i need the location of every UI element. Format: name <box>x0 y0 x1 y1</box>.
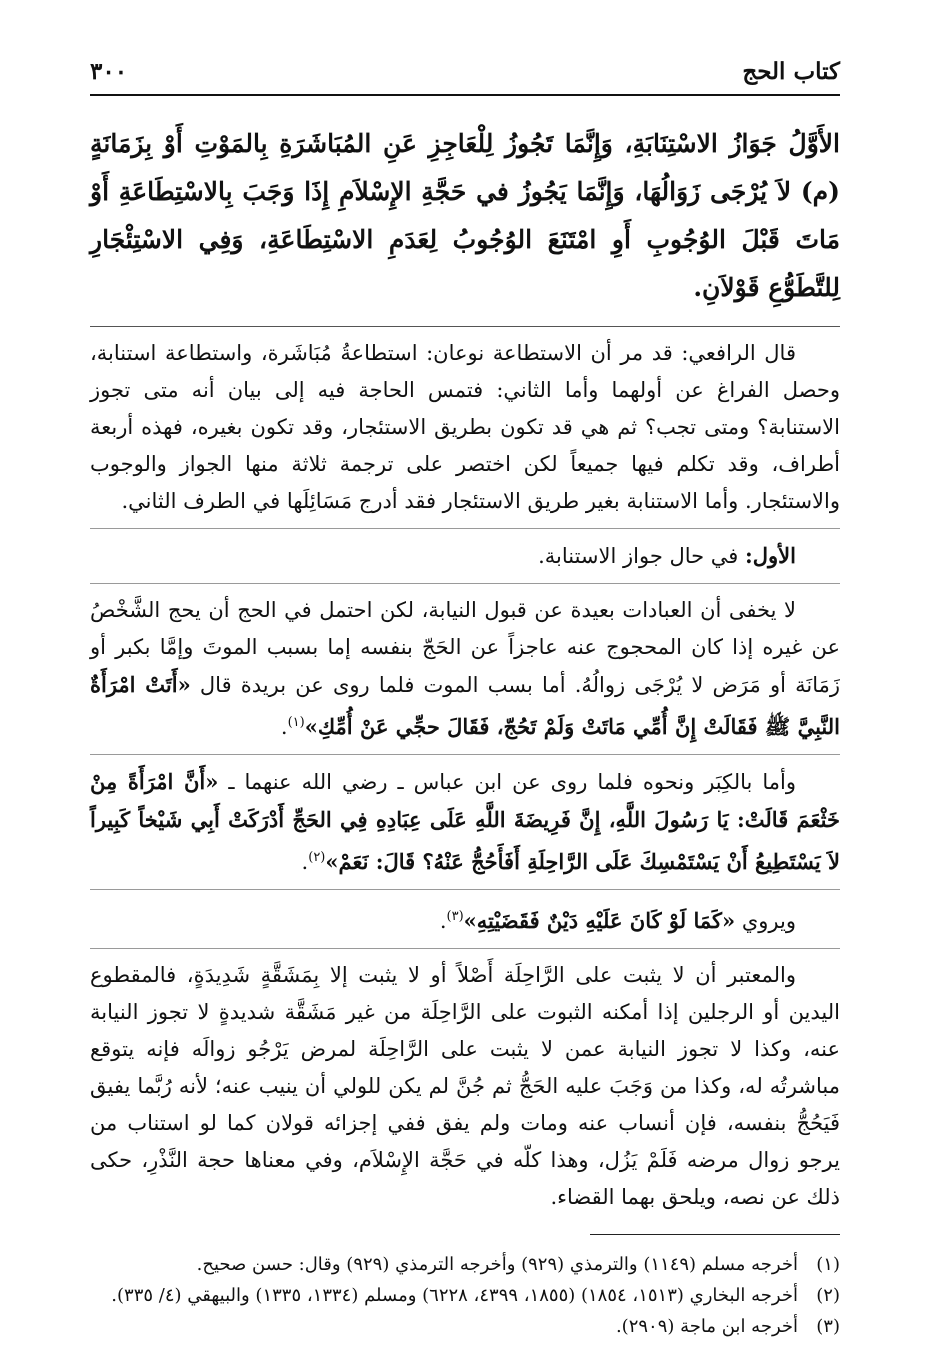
commentary-paragraph-4: وأما بالكِبَر ونحوه فلما روى عن ابن عباس ـ رضي الله عنهما ـ «أَنَّ امْرَأَةً مِنْ خَثْعَمَ قَالَتْ: يَا رَسُولَ اللَّهِ، إِنَّ فَرِيضَةَ اللَّهِ عَلَى عِبَادِهِ فِي الحَجِّ أَدْرَكَتْ أَبِي شَيْخاً كَبِيراً لاَ يَسْتَطِيعُ أَنْ يَسْتَمْسِكَ عَلَى الرَّاحِلَةِ أَفَأَحُجُّ عَنْهُ؟ قَالَ: نَعَمْ»$^{(٢)}$. <box>90 755 840 890</box>
hadith-quote-1: «أَتَتْ امْرَأَةٌ النَّبِيَّ ﷺ فَقَالَتْ إِنَّ أُمِّي مَاتَتْ وَلَمْ تَحُجّ، فَقَالَ حجِّي عَنْ أُمِّكِ» <box>90 672 840 739</box>
footnote-text: أخرجه مسلم (١١٤٩) والترمذي (٩٢٩) وأخرجه الترمذي (٩٢٩) وقال: حسن صحيح. <box>196 1254 798 1275</box>
hadith-quote-3: «كَمَا لَوْ كَانَ عَلَيْهِ دَيْنٌ فَقَضَيْتِهِ» <box>463 908 736 933</box>
hadith-quote-2: «أَنَّ امْرَأَةً مِنْ خَثْعَمَ قَالَتْ: يَا رَسُولَ اللَّهِ، إِنَّ فَرِيضَةَ اللَّهِ عَلَى عِبَادِهِ فِي الحَجِّ أَدْرَكَتْ أَبِي شَيْخاً كَبِيراً لاَ يَسْتَطِيعُ أَنْ يَسْتَمْسِكَ عَلَى الرَّاحِلَةِ أَفَأَحُجُّ عَنْهُ؟ قَالَ: نَعَمْ» <box>90 769 840 874</box>
main-text-matn: الأَوَّلُ جَوَازُ الاسْتِنَابَةِ، وَإِنَّمَا تَجُوزُ لِلْعَاجِزِ عَنِ المُبَاشَرَةِ بِالمَوْتِ أَوْ بِزَمَانَةٍ (م) لاَ يُرْجَى زَوَالُهَا، وَإِنَّمَا يَجُوزُ في حَجَّةِ الإِسْلاَمِ إِذَا وَجَبَ بِالاسْتِطَاعَةِ أَوْ مَاتَ قَبْلَ الوُجُوبِ أَوِ امْتَنَعَ الوُجُوبُ لِعَدَمِ الاسْتِطَاعَةِ، وَفِي الاسْتِئْجَارِ لِلتَّطَوُّعِ قَوْلاَنِ. <box>90 120 840 327</box>
footnote-ref-1[interactable]: (١) <box>287 715 305 730</box>
footnote-ref-2[interactable]: (٢) <box>308 850 326 865</box>
footnote-number: (٢) <box>816 1285 840 1306</box>
page-number: ٣٠٠ <box>90 58 128 85</box>
footnote-item <box>90 1280 840 1311</box>
footnote-separator <box>590 1234 840 1235</box>
footnote-ref-3[interactable]: (٣) <box>446 909 464 924</box>
paragraph-3-text: لا يخفى أن العبادات بعيدة عن قبول النيابة، لكن احتمل في الحج أن يحج الشَّخْصُ عن غيره إذا كان المحجوج عنه عاجزاً عن الحَجّ بنفسه إما بسبب الموتَ وإمَّا بكبر أو زَمَانَة أو مَرَض لا يُرْجَى زوالُهُ. أما بسب الموت فلما روى عن بريدة قال <box>90 598 840 697</box>
footnote-text: أخرجه البخاري (١٥١٣، ١٨٥٤) (١٨٥٥، ٤٣٩٩، ٦٢٢٨) ومسلم (١٣٣٤، ١٣٣٥) والبيهقي (٤/ ٣٣٥). <box>111 1285 798 1306</box>
footnote-number: (٣) <box>816 1316 840 1337</box>
commentary <box>90 327 840 1224</box>
running-header <box>90 52 840 96</box>
commentary-paragraph-5: ويروي «كَمَا لَوْ كَانَ عَلَيْهِ دَيْنٌ فَقَضَيْتِهِ»$^{(٣)}$. <box>90 890 840 949</box>
section-heading-first: الأول: <box>745 543 796 568</box>
footnote-number: (١) <box>816 1254 840 1275</box>
commentary-paragraph-6: والمعتبر أن لا يثبت على الرَّاحِلَة أَصْلاً أو لا يثبت إلا بِمَشَقَّةٍ شَدِيدَةٍ، فالمقطوع اليدين أو الرجلين إذا أمكنه الثبوت على الرَّاحِلَة من غير مَشَقَّة شديدةٍ لا تجوز النيابة عنه، وكذا لا تجوز النيابة عمن لا يثبت على الرَّاحِلَة لمرض يَرْجُو زوالَه فإنه يتوقع مباشرتُه له، وكذا من وَجَبَ عليه الحَجُّ ثم جُنَّ لم يكن للولي أن ينيب عنه؛ لأنه رُبَّما يفيق فَيَحُجُّ بنفسه، فإن أنساب عنه ومات ولم يفق ففي إجزائه قولان كما لو استناب من يرجو زوال مرضه فَلَمْ يَزُل، وهذا كلّه في حَجَّة الإِسْلاَم، وفي معناها حجة النَّذْرِ، حكى ذلك عن نصه، ويلحق بهما القضاء. <box>90 963 840 1209</box>
footnote-item <box>90 1249 840 1280</box>
footnote-item <box>90 1311 840 1342</box>
chapter-title: كتاب الحج <box>742 58 840 85</box>
footnote-text: أخرجه ابن ماجة (٢٩٠٩). <box>615 1316 798 1337</box>
paragraph-5-text: ويروي <box>741 909 796 933</box>
paragraph-4-text: وأما بالكِبَر ونحوه فلما روى عن ابن عباس ـ رضي الله عنهما ـ <box>228 770 796 794</box>
commentary-paragraph-2 <box>90 529 840 584</box>
footnotes <box>90 1249 840 1342</box>
section-heading-text: في حال جواز الاستنابة. <box>538 544 739 568</box>
book-page <box>90 52 840 1342</box>
commentary-paragraph-1: قال الرافعي: قد مر أن الاستطاعة نوعان: استطاعةُ مُبَاشَرة، واستطاعة استنابة، وحصل الفراغ عن أولهما وأما الثاني: فتمس الحاجة فيه إلى بيان أنه متى تجوز الاستنابة؟ ومتى تجب؟ ثم هي قد تكون بطريق الاستئجار، وقد تكون بغيره، فهذه أربعة أطراف، وقد تكلم فيها جميعاً لكن اختصر على ترجمة ثلاثة منها الجواز والوجوب والاستئجار. وأما الاستنابة بغير طريق الاستئجار فقد أدرج مَسَائِلَها في الطرف الثاني. <box>90 327 840 529</box>
commentary-paragraph-3: لا يخفى أن العبادات بعيدة عن قبول النيابة، لكن احتمل في الحج أن يحج الشَّخْصُ عن غيره إذا كان المحجوج عنه عاجزاً عن الحَجّ بنفسه إما بسبب الموتَ وإمَّا بكبر أو زَمَانَة أو مَرَض لا يُرْجَى زوالُهُ. أما بسب الموت فلما روى عن بريدة قال «أَتَتْ امْرَأَةٌ النَّبِيَّ ﷺ فَقَالَتْ إِنَّ أُمِّي مَاتَتْ وَلَمْ تَحُجّ، فَقَالَ حجِّي عَنْ أُمِّكِ»$^{(١)}$. <box>90 584 840 755</box>
